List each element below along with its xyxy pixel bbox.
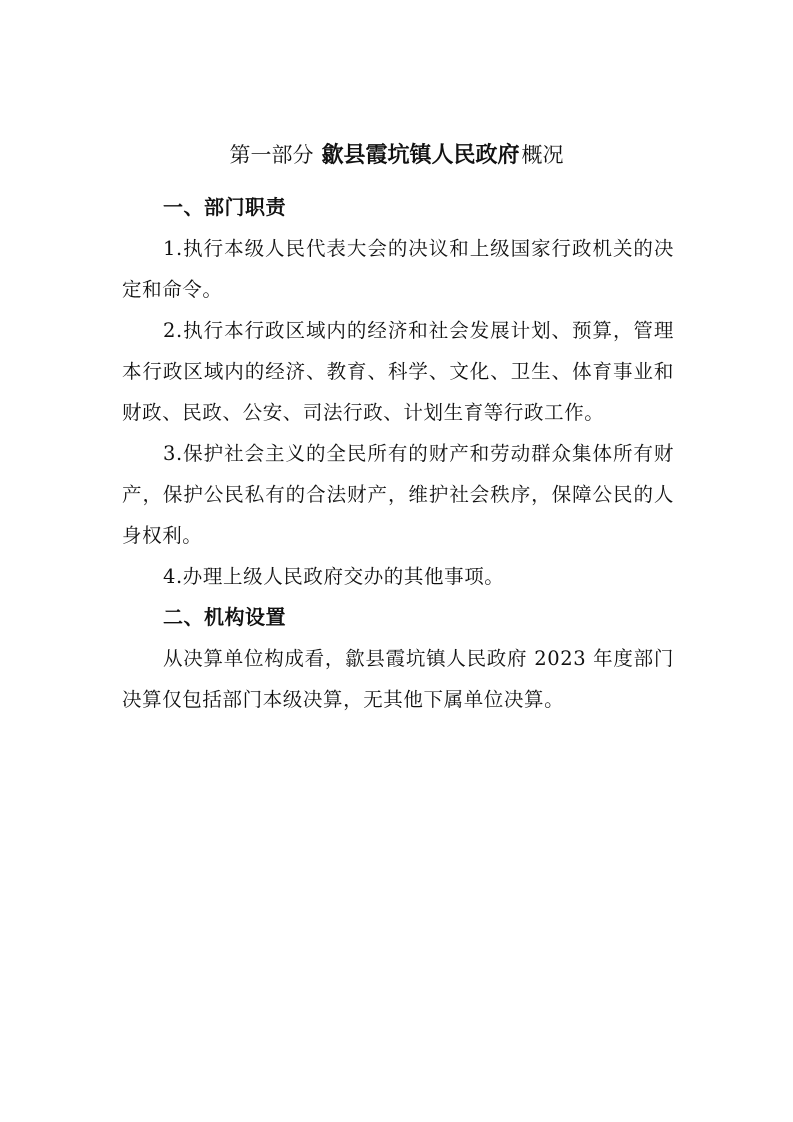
paragraph: 从决算单位构成看，歙县霞坑镇人民政府 2023 年度部门决算仅包括部门本级决算，无其他下属单位决算。 [122,647,674,711]
section-heading: 一、部门职责 [163,195,286,219]
title-prefix: 第一部分 [229,143,314,167]
document-body [122,187,674,720]
paragraph: 1.执行本级人民代表大会的决议和上级国家行政机关的决定和命令。 [122,237,674,301]
title-main: 歙县霞坑镇人民政府 [321,143,520,168]
paragraph: 4.办理上级人民政府交办的其他事项。 [163,565,505,588]
paragraph: 3.保护社会主义的全民所有的财产和劳动群众集体所有财产，保护公民私有的合法财产，维护社会秩序，保障公民的人身权利。 [122,442,674,547]
section-heading: 二、机构设置 [163,605,286,629]
title-suffix: 概况 [521,143,564,167]
document-title [0,136,793,175]
paragraph: 2.执行本行政区域内的经济和社会发展计划、预算，管理本行政区域内的经济、教育、科学、文化、卫生、体育事业和财政、民政、公安、司法行政、计划生育等行政工作。 [122,319,674,424]
